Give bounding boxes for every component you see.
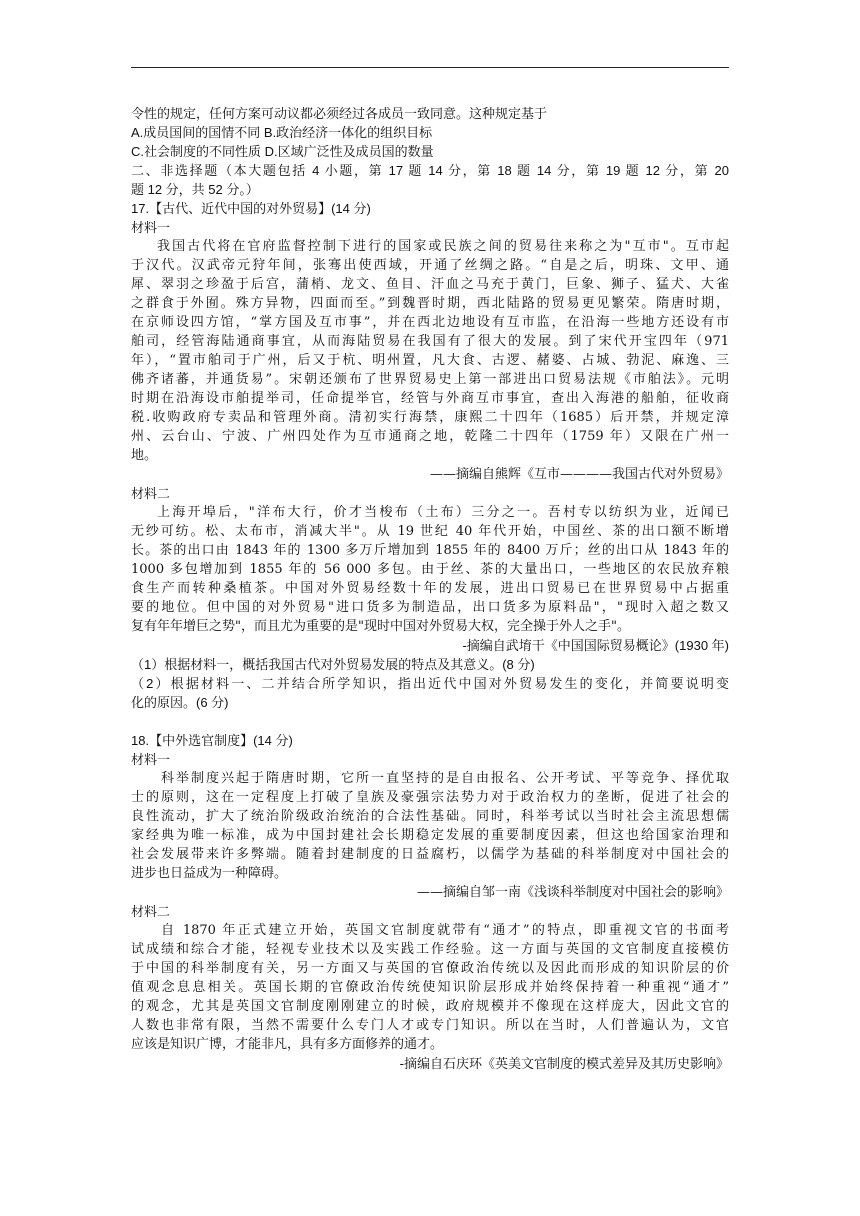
q18-material1-line: 进步也日益成为一种障碍。: [131, 866, 288, 881]
q18-material1-line: 社会发展带来许多弊端。随着封建制度的日益腐朽，以儒学为基础的科举制度对中国社会的: [131, 847, 729, 862]
section2-heading-line2: 题 12 分，共 52 分。）: [131, 182, 259, 197]
q17-material1-line: 税.收购政府专卖品和管理外商。清初实行海禁，康熙二十四年（1685）后开禁，并规定漳: [131, 410, 729, 425]
q17-material2-label: 材料二: [131, 486, 171, 501]
q17-material1-line: 佛齐诸蕃，并通货易”。宋朝还颁布了世界贸易史上第一部进出口贸易法规《市舶法》。元明: [131, 372, 729, 387]
q18-material2-source: -摘编自石庆环《英美文官制度的模式差异及其历史影响》: [399, 1056, 729, 1071]
q17-material1-source: ——摘编自熊辉《互市————我国古代对外贸易》: [429, 467, 729, 482]
q18-material2-label: 材料二: [131, 904, 171, 919]
q18-material2-line: 自 1870 年正式建立开始，英国文官制度就带有“通才”的特点，即重视文官的书面考: [161, 923, 729, 938]
spacer: [131, 712, 729, 722]
q17-material1-line: 舶司，经管海陆通商事宜，从而海陆贸易在我国有了很大的发展。到了宋代开宝四年（971: [131, 334, 729, 349]
q18-material1-line: 良性流动，扩大了统治阶级政治统治的合法性基础。同时，科举考试以当时社会主流思想儒: [131, 809, 729, 824]
q17-question2-line2: 化的原因。(6 分): [131, 695, 229, 710]
section2-heading-line1: 二、非选择题（本大题包括 4 小题，第 17 题 14 分，第 18 题 14 分，第 19 题 12 分，第 20: [131, 163, 729, 178]
q16-stem-end: 令性的规定，任何方案可动议都必须经过各成员一致同意。这种规定基于: [131, 106, 548, 121]
q18-material2-line: 人数也非常有限，当然不需要什么专门人才或专门知识。所以在当时，人们普遍认为，文官: [131, 1018, 729, 1033]
header-rule: [131, 67, 729, 68]
q18-material2-line: 于中国的科举制度有关，另一方面又与英国的官僚政治传统以及因此而形成的知识阶层的价: [131, 961, 729, 976]
q17-material1-line: 我国古代将在官府监督控制下进行的国家或民族之间的贸易往来称之为"互市"。互市起: [157, 239, 729, 254]
q18-material2-line: 的观念，尤其是英国文官制度刚刚建立的时候，政府规模并不像现在这样庞大，因此文官的: [131, 999, 729, 1014]
q17-material2-line: 无纱可纺。松、太布市，消减大半"。从 19 世纪 40 年代开始，中国丝、茶的出口额不断增: [131, 524, 729, 539]
q17-title: 17.【古代、近代中国的对外贸易】(14 分): [131, 201, 371, 216]
q18-material2-line: 试成绩和综合才能，轻视专业技术以及实践工作经验。这一方面与英国的文官制度直接模仿: [131, 942, 729, 957]
q17-material1-line: 时期在沿海设市舶提举司，任命提举官，经管与外商互市事宜，查出入海港的船舶，征收商: [131, 391, 729, 406]
q17-material1-line: 之群食于外囿。殊方异物，四面而至。”到魏晋时期，西北陆路的贸易更见繁荣。隋唐时期，: [131, 296, 729, 311]
q17-material1-line: 犀、翠羽之珍盈于后宫，蒲梢、龙文、鱼目、汗血之马充于黄门，巨象、狮子、猛犬、大雀: [131, 277, 729, 292]
q17-material1-line: 在京师设四方馆，“掌方国及互市事”，并在西北边地设有互市监，在沿海一些地方还设有市: [131, 315, 729, 330]
q17-material2-line: 复有年年增巨之势"，而且尤为重要的是"现时中国对外贸易大权，完全操于外人之手"。: [131, 619, 630, 634]
q17-material2-line: 上海开埠后，"洋布大行，价才当梭布（土布）三分之一。吾村专以纺织为业，近闻已: [157, 505, 729, 520]
q16-option-ab: A.成员国间的国情不同 B.政治经济一体化的组织目标: [131, 125, 433, 140]
q18-material1-line: 家经典为唯一标准，成为中国封建社会长期稳定发展的重要制度因素，但这也给国家治理和: [131, 828, 729, 843]
q17-material1-line: 州、云台山、宁波、广州四处作为互市通商之地，乾隆二十四年（1759 年）又限在广州一: [131, 429, 729, 444]
q17-material2-line: 长。茶的出口由 1843 年的 1300 多万斤增加到 1855 年的 8400 万斤；丝的出口从 1843 年的: [131, 543, 729, 558]
document-page: [131, 104, 729, 1073]
q18-title: 18.【中外选官制度】(14 分): [131, 733, 293, 748]
q17-material1-line: 地。: [131, 448, 158, 463]
q17-material2-source: -摘编自武堉干《中国国际贸易概论》(1930 年): [462, 638, 729, 653]
q18-material1-line: 士的原则，这在一定程度上打破了皇族及豪强宗法势力对于政治权力的垄断，促进了社会的: [131, 790, 729, 805]
q17-material2-line: 食生产而转种桑植茶。中国对外贸易经数十年的发展，进出口贸易已在世界贸易中占据重: [131, 581, 729, 596]
q17-material1-line: 于汉代。汉武帝元狩年间，张骞出使西域，开通了丝绸之路。“自是之后，明珠、文甲、通: [131, 258, 729, 273]
q18-material1-line: 科举制度兴起于隋唐时期，它所一直坚持的是自由报名、公开考试、平等竞争、择优取: [161, 771, 729, 786]
q18-material1-label: 材料一: [131, 752, 171, 767]
spacer: [131, 722, 729, 731]
q17-material2-line: 1000 多包增加到 1855 年的 56 000 多包。由于丝、茶的大量出口，一些地区的农民放弃粮: [131, 562, 729, 577]
q17-material1-label: 材料一: [131, 220, 171, 235]
q17-material2-line: 要的地位。但中国的对外贸易"进口货多为制造品，出口货多为原料品"，"现时入超之数又: [131, 600, 729, 615]
q18-material1-source: ——摘编自邹一南《浅谈科举制度对中国社会的影响》: [416, 885, 729, 900]
q18-material2-line: 应该是知识广博，才能非凡，具有多方面修养的通才。: [131, 1037, 444, 1052]
q17-material1-line: 年），“置市舶司于广州，后又于杭、明州置，凡大食、古逻、赭婆、占城、勃泥、麻逸、三: [131, 353, 729, 368]
q17-question2-line1: （2）根据材料一、二并结合所学知识，指出近代中国对外贸易发生的变化，并简要说明变: [131, 676, 729, 691]
q17-question1: （1）根据材料一，概括我国古代对外贸易发展的特点及其意义。(8 分): [131, 657, 535, 672]
q16-option-cd: C.社会制度的不同性质 D.区域广泛性及成员国的数量: [131, 144, 434, 159]
q18-material2-line: 值观念息息相关。英国长期的官僚政治传统使知识阶层形成并始终保持着一种重视“通才”: [131, 980, 729, 995]
